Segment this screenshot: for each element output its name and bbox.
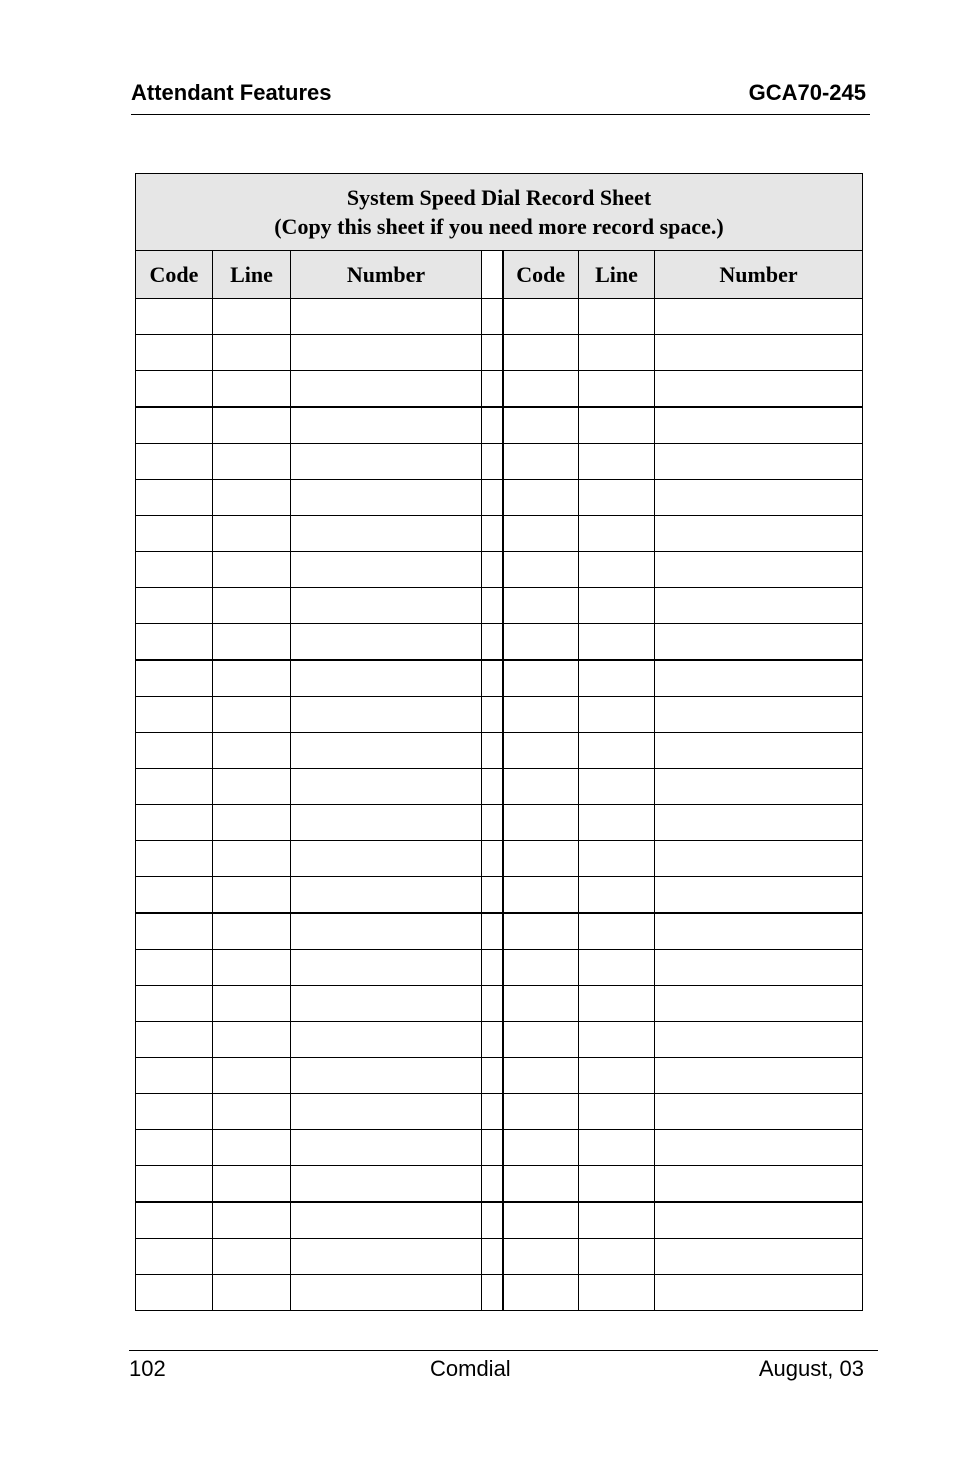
cell-code-left[interactable]: [136, 877, 213, 914]
cell-code-left[interactable]: [136, 733, 213, 769]
cell-number-left[interactable]: [291, 1130, 482, 1166]
cell-code-left[interactable]: [136, 371, 213, 408]
cell-code-right[interactable]: [503, 407, 579, 444]
cell-code-left[interactable]: [136, 805, 213, 841]
cell-code-left[interactable]: [136, 1275, 213, 1311]
cell-number-right[interactable]: [655, 407, 863, 444]
cell-gap: [482, 841, 503, 877]
cell-gap: [482, 1275, 503, 1311]
column-header-number-right: Number: [655, 251, 863, 299]
cell-number-left[interactable]: [291, 588, 482, 624]
cell-number-right[interactable]: [655, 769, 863, 805]
speed-dial-record-table: [135, 173, 863, 1311]
cell-number-left[interactable]: [291, 480, 482, 516]
cell-line-left[interactable]: [213, 588, 291, 624]
cell-code-right[interactable]: [503, 1239, 579, 1275]
cell-line-right[interactable]: [579, 769, 655, 805]
cell-line-left[interactable]: [213, 950, 291, 986]
cell-code-left[interactable]: [136, 950, 213, 986]
cell-number-left[interactable]: [291, 371, 482, 408]
cell-line-left[interactable]: [213, 913, 291, 950]
cell-line-left[interactable]: [213, 841, 291, 877]
cell-code-left[interactable]: [136, 444, 213, 480]
cell-line-right[interactable]: [579, 552, 655, 588]
cell-code-right[interactable]: [503, 913, 579, 950]
cell-line-left[interactable]: [213, 371, 291, 408]
cell-line-left[interactable]: [213, 769, 291, 805]
column-header-number-left: Number: [291, 251, 482, 299]
table-row: [136, 1094, 863, 1130]
cell-code-right[interactable]: [503, 841, 579, 877]
cell-number-left[interactable]: [291, 516, 482, 552]
page-footer: [129, 1350, 878, 1391]
cell-gap: [482, 986, 503, 1022]
header-section-title: Attendant Features: [131, 80, 332, 105]
cell-line-left[interactable]: [213, 1202, 291, 1239]
table-row: [136, 950, 863, 986]
cell-line-left[interactable]: [213, 516, 291, 552]
cell-number-right[interactable]: [655, 1022, 863, 1058]
cell-line-right[interactable]: [579, 805, 655, 841]
cell-number-right[interactable]: [655, 733, 863, 769]
table-row: [136, 769, 863, 805]
cell-number-left[interactable]: [291, 805, 482, 841]
cell-line-left[interactable]: [213, 1022, 291, 1058]
cell-number-right[interactable]: [655, 299, 863, 335]
cell-code-right[interactable]: [503, 552, 579, 588]
cell-gap: [482, 444, 503, 480]
table-row: [136, 1058, 863, 1094]
cell-number-left[interactable]: [291, 552, 482, 588]
cell-line-left[interactable]: [213, 444, 291, 480]
cell-line-right[interactable]: [579, 1239, 655, 1275]
cell-code-left[interactable]: [136, 841, 213, 877]
cell-gap: [482, 588, 503, 624]
cell-code-left[interactable]: [136, 1202, 213, 1239]
cell-line-right[interactable]: [579, 841, 655, 877]
cell-line-left[interactable]: [213, 660, 291, 697]
cell-code-right[interactable]: [503, 335, 579, 371]
table-row: [136, 805, 863, 841]
table-row: [136, 1166, 863, 1203]
cell-number-left[interactable]: [291, 1275, 482, 1311]
cell-line-left[interactable]: [213, 733, 291, 769]
cell-number-right[interactable]: [655, 516, 863, 552]
table-row: [136, 1275, 863, 1311]
cell-number-left[interactable]: [291, 1094, 482, 1130]
cell-gap: [482, 1022, 503, 1058]
cell-line-left[interactable]: [213, 1166, 291, 1203]
cell-gap: [482, 1166, 503, 1203]
cell-code-left[interactable]: [136, 624, 213, 661]
cell-line-right[interactable]: [579, 1275, 655, 1311]
cell-code-right[interactable]: [503, 877, 579, 914]
cell-line-right[interactable]: [579, 588, 655, 624]
cell-code-right[interactable]: [503, 480, 579, 516]
cell-line-right[interactable]: [579, 913, 655, 950]
cell-number-right[interactable]: [655, 877, 863, 914]
cell-number-left[interactable]: [291, 660, 482, 697]
cell-code-right[interactable]: [503, 733, 579, 769]
table-row: [136, 444, 863, 480]
footer-date: August, 03: [758, 1356, 864, 1381]
cell-code-left[interactable]: [136, 588, 213, 624]
cell-code-right[interactable]: [503, 516, 579, 552]
table-row: [136, 480, 863, 516]
cell-line-right[interactable]: [579, 733, 655, 769]
cell-code-right[interactable]: [503, 950, 579, 986]
table-row: [136, 733, 863, 769]
column-header-line-left: Line: [213, 251, 291, 299]
cell-gap: [482, 805, 503, 841]
cell-gap: [482, 407, 503, 444]
cell-number-left[interactable]: [291, 335, 482, 371]
cell-line-right[interactable]: [579, 1166, 655, 1203]
cell-code-right[interactable]: [503, 1275, 579, 1311]
cell-code-left[interactable]: [136, 516, 213, 552]
cell-gap: [482, 877, 503, 914]
cell-number-right[interactable]: [655, 1166, 863, 1203]
table-row: [136, 1202, 863, 1239]
cell-line-right[interactable]: [579, 335, 655, 371]
sheet-title-cell: [136, 174, 863, 251]
cell-code-right[interactable]: [503, 588, 579, 624]
cell-line-left[interactable]: [213, 1239, 291, 1275]
cell-line-left[interactable]: [213, 624, 291, 661]
cell-code-right[interactable]: [503, 1130, 579, 1166]
sheet-subtitle: (Copy this sheet if you need more record space.): [274, 214, 724, 239]
cell-line-left[interactable]: [213, 1058, 291, 1094]
cell-gap: [482, 913, 503, 950]
cell-line-left[interactable]: [213, 299, 291, 335]
cell-number-right[interactable]: [655, 480, 863, 516]
cell-gap: [482, 1094, 503, 1130]
cell-number-right[interactable]: [655, 1130, 863, 1166]
cell-number-right[interactable]: [655, 1202, 863, 1239]
cell-code-right[interactable]: [503, 1166, 579, 1203]
cell-number-left[interactable]: [291, 1022, 482, 1058]
cell-code-left[interactable]: [136, 335, 213, 371]
table-row: [136, 624, 863, 661]
table-row: [136, 697, 863, 733]
cell-line-right[interactable]: [579, 950, 655, 986]
cell-line-right[interactable]: [579, 444, 655, 480]
cell-number-left[interactable]: [291, 1058, 482, 1094]
column-header-code-right: Code: [503, 251, 579, 299]
cell-number-left[interactable]: [291, 877, 482, 914]
cell-number-right[interactable]: [655, 660, 863, 697]
cell-number-left[interactable]: [291, 444, 482, 480]
cell-line-right[interactable]: [579, 1058, 655, 1094]
cell-line-left[interactable]: [213, 986, 291, 1022]
cell-line-right[interactable]: [579, 986, 655, 1022]
cell-gap: [482, 950, 503, 986]
cell-code-right[interactable]: [503, 1202, 579, 1239]
cell-code-right[interactable]: [503, 299, 579, 335]
cell-code-left[interactable]: [136, 660, 213, 697]
table-row: [136, 1130, 863, 1166]
cell-number-right[interactable]: [655, 444, 863, 480]
cell-code-left[interactable]: [136, 913, 213, 950]
column-header-line-right: Line: [579, 251, 655, 299]
cell-code-right[interactable]: [503, 986, 579, 1022]
cell-line-left[interactable]: [213, 1130, 291, 1166]
column-header-code-left: Code: [136, 251, 213, 299]
table-row: [136, 335, 863, 371]
cell-gap: [482, 371, 503, 408]
cell-gap: [482, 1058, 503, 1094]
footer-company: Comdial: [430, 1356, 511, 1381]
cell-line-left[interactable]: [213, 407, 291, 444]
cell-code-right[interactable]: [503, 371, 579, 408]
table-row: [136, 986, 863, 1022]
table-row: [136, 1022, 863, 1058]
table-row: [136, 552, 863, 588]
cell-code-left[interactable]: [136, 769, 213, 805]
cell-code-right[interactable]: [503, 444, 579, 480]
cell-code-right[interactable]: [503, 660, 579, 697]
cell-gap: [482, 1202, 503, 1239]
cell-line-right[interactable]: [579, 877, 655, 914]
cell-code-left[interactable]: [136, 697, 213, 733]
cell-line-right[interactable]: [579, 407, 655, 444]
cell-number-right[interactable]: [655, 624, 863, 661]
cell-number-left[interactable]: [291, 1239, 482, 1275]
cell-number-right[interactable]: [655, 552, 863, 588]
cell-number-right[interactable]: [655, 1275, 863, 1311]
cell-number-right[interactable]: [655, 697, 863, 733]
cell-number-left[interactable]: [291, 733, 482, 769]
cell-gap: [482, 660, 503, 697]
cell-line-right[interactable]: [579, 1202, 655, 1239]
cell-code-left[interactable]: [136, 1022, 213, 1058]
cell-gap: [482, 299, 503, 335]
cell-gap: [482, 1130, 503, 1166]
cell-gap: [482, 516, 503, 552]
cell-number-left[interactable]: [291, 950, 482, 986]
cell-code-left[interactable]: [136, 1094, 213, 1130]
cell-number-left[interactable]: [291, 913, 482, 950]
cell-gap: [482, 552, 503, 588]
record-rows: [136, 299, 863, 1311]
cell-code-left[interactable]: [136, 299, 213, 335]
page-header: [131, 80, 870, 115]
cell-line-left[interactable]: [213, 552, 291, 588]
column-header-row: [136, 251, 863, 299]
cell-number-left[interactable]: [291, 769, 482, 805]
cell-number-left[interactable]: [291, 841, 482, 877]
column-gap: [482, 251, 503, 299]
cell-code-left[interactable]: [136, 480, 213, 516]
table-row: [136, 877, 863, 914]
table-row: [136, 913, 863, 950]
cell-code-right[interactable]: [503, 1022, 579, 1058]
cell-gap: [482, 1239, 503, 1275]
cell-gap: [482, 480, 503, 516]
cell-number-right[interactable]: [655, 1094, 863, 1130]
cell-code-right[interactable]: [503, 1094, 579, 1130]
cell-code-left[interactable]: [136, 1166, 213, 1203]
cell-code-right[interactable]: [503, 769, 579, 805]
cell-gap: [482, 624, 503, 661]
cell-line-left[interactable]: [213, 877, 291, 914]
cell-code-left[interactable]: [136, 407, 213, 444]
cell-line-left[interactable]: [213, 480, 291, 516]
cell-number-right[interactable]: [655, 1239, 863, 1275]
cell-code-right[interactable]: [503, 697, 579, 733]
cell-line-left[interactable]: [213, 1094, 291, 1130]
table-row: [136, 407, 863, 444]
cell-number-right[interactable]: [655, 913, 863, 950]
cell-gap: [482, 733, 503, 769]
cell-code-left[interactable]: [136, 986, 213, 1022]
cell-line-right[interactable]: [579, 371, 655, 408]
header-doc-id: GCA70-245: [748, 80, 866, 105]
table-row: [136, 588, 863, 624]
cell-number-left[interactable]: [291, 986, 482, 1022]
cell-number-right[interactable]: [655, 841, 863, 877]
cell-number-right[interactable]: [655, 805, 863, 841]
table-row: [136, 660, 863, 697]
cell-number-right[interactable]: [655, 335, 863, 371]
cell-number-right[interactable]: [655, 950, 863, 986]
sheet-title: System Speed Dial Record Sheet: [346, 185, 652, 210]
cell-number-right[interactable]: [655, 588, 863, 624]
cell-line-right[interactable]: [579, 624, 655, 661]
cell-number-right[interactable]: [655, 1058, 863, 1094]
cell-line-right[interactable]: [579, 516, 655, 552]
cell-gap: [482, 769, 503, 805]
table-row: [136, 299, 863, 335]
cell-line-right[interactable]: [579, 1130, 655, 1166]
footer-page-number: 102: [129, 1356, 166, 1381]
cell-number-left[interactable]: [291, 697, 482, 733]
cell-gap: [482, 335, 503, 371]
cell-number-left[interactable]: [291, 1166, 482, 1203]
cell-line-left[interactable]: [213, 335, 291, 371]
table-row: [136, 371, 863, 408]
cell-line-right[interactable]: [579, 299, 655, 335]
cell-code-right[interactable]: [503, 1058, 579, 1094]
cell-line-left[interactable]: [213, 805, 291, 841]
cell-line-right[interactable]: [579, 697, 655, 733]
cell-number-left[interactable]: [291, 1202, 482, 1239]
cell-code-left[interactable]: [136, 1058, 213, 1094]
cell-line-left[interactable]: [213, 1275, 291, 1311]
cell-number-right[interactable]: [655, 371, 863, 408]
cell-number-left[interactable]: [291, 407, 482, 444]
table-row: [136, 1239, 863, 1275]
cell-gap: [482, 697, 503, 733]
cell-number-left[interactable]: [291, 624, 482, 661]
cell-line-right[interactable]: [579, 1094, 655, 1130]
cell-line-right[interactable]: [579, 480, 655, 516]
cell-line-right[interactable]: [579, 1022, 655, 1058]
cell-code-right[interactable]: [503, 624, 579, 661]
cell-code-left[interactable]: [136, 1130, 213, 1166]
cell-code-left[interactable]: [136, 552, 213, 588]
cell-number-left[interactable]: [291, 299, 482, 335]
table-row: [136, 841, 863, 877]
cell-code-right[interactable]: [503, 805, 579, 841]
table-row: [136, 516, 863, 552]
cell-line-right[interactable]: [579, 660, 655, 697]
cell-code-left[interactable]: [136, 1239, 213, 1275]
cell-number-right[interactable]: [655, 986, 863, 1022]
cell-line-left[interactable]: [213, 697, 291, 733]
